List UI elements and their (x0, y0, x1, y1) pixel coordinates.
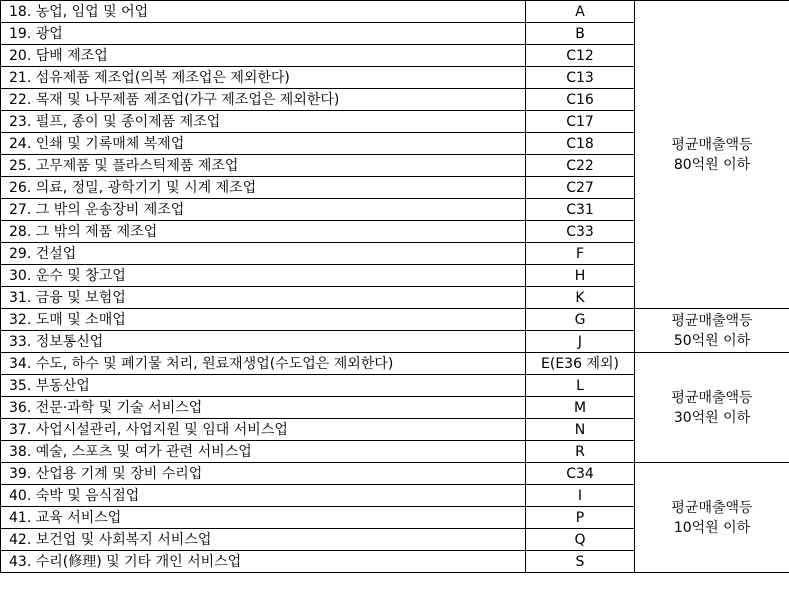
table-row (1, 309, 789, 331)
industry-name: 25. 고무제품 및 플라스틱제품 제조업 (1, 155, 526, 177)
threshold-cell (635, 309, 789, 353)
industry-name: 34. 수도, 하수 및 폐기물 처리, 원료재생업(수도업은 제외한다) (1, 353, 526, 375)
industry-name: 28. 그 밖의 제품 제조업 (1, 221, 526, 243)
threshold-line2: 80억원 이하 (673, 156, 751, 173)
industry-name: 37. 사업시설관리, 사업지원 및 임대 서비스업 (1, 419, 526, 441)
industry-code: K (526, 287, 635, 309)
industry-code: I (526, 485, 635, 507)
industry-name: 27. 그 밖의 운송장비 제조업 (1, 199, 526, 221)
industry-code: L (526, 375, 635, 397)
industry-name: 38. 예술, 스포츠 및 여가 관련 서비스업 (1, 441, 526, 463)
industry-code: G (526, 309, 635, 331)
industry-code: C12 (526, 45, 635, 67)
industry-code: A (526, 1, 635, 23)
industry-code: J (526, 331, 635, 353)
threshold-cell (635, 353, 789, 463)
threshold-line1: 평균매출액등 (671, 389, 753, 406)
industry-code: R (526, 441, 635, 463)
threshold-line1: 평균매출액등 (671, 312, 753, 329)
industry-code: N (526, 419, 635, 441)
industry-code: C17 (526, 111, 635, 133)
industry-name: 20. 담배 제조업 (1, 45, 526, 67)
industry-name: 22. 목재 및 나무제품 제조업(가구 제조업은 제외한다) (1, 89, 526, 111)
industry-name: 31. 금융 및 보험업 (1, 287, 526, 309)
table-row (1, 353, 789, 375)
threshold-line1: 평균매출액등 (671, 136, 753, 153)
industry-code: M (526, 397, 635, 419)
industry-name: 30. 운수 및 창고업 (1, 265, 526, 287)
industry-code: F (526, 243, 635, 265)
threshold-line2: 50억원 이하 (673, 332, 751, 349)
table-row (1, 1, 789, 23)
threshold-line2: 30억원 이하 (673, 409, 751, 426)
industry-name: 41. 교육 서비스업 (1, 507, 526, 529)
industry-code: Q (526, 529, 635, 551)
industry-code: C22 (526, 155, 635, 177)
industry-code: C18 (526, 133, 635, 155)
industry-name: 23. 펄프, 종이 및 종이제품 제조업 (1, 111, 526, 133)
industry-name: 24. 인쇄 및 기록매체 복제업 (1, 133, 526, 155)
industry-code: C27 (526, 177, 635, 199)
industry-name: 32. 도매 및 소매업 (1, 309, 526, 331)
threshold-line2: 10억원 이하 (673, 519, 751, 536)
threshold-line1: 평균매출액등 (671, 499, 753, 516)
industry-code: P (526, 507, 635, 529)
industry-name: 18. 농업, 임업 및 어업 (1, 1, 526, 23)
industry-code: H (526, 265, 635, 287)
industry-code: C31 (526, 199, 635, 221)
table-row (1, 463, 789, 485)
industry-name: 39. 산업용 기계 및 장비 수리업 (1, 463, 526, 485)
industry-name: 26. 의료, 정밀, 광학기기 및 시계 제조업 (1, 177, 526, 199)
industry-name: 35. 부동산업 (1, 375, 526, 397)
industry-name: 29. 건설업 (1, 243, 526, 265)
industry-code: C34 (526, 463, 635, 485)
industry-code: C13 (526, 67, 635, 89)
industry-name: 43. 수리(修理) 및 기타 개인 서비스업 (1, 551, 526, 573)
industry-name: 21. 섬유제품 제조업(의복 제조업은 제외한다) (1, 67, 526, 89)
industry-code: C33 (526, 221, 635, 243)
industry-name: 36. 전문·과학 및 기술 서비스업 (1, 397, 526, 419)
threshold-cell (635, 1, 789, 309)
industry-name: 42. 보건업 및 사회복지 서비스업 (1, 529, 526, 551)
industry-code: B (526, 23, 635, 45)
industry-code: E(E36 제외) (526, 353, 635, 375)
industry-code: S (526, 551, 635, 573)
industry-name: 40. 숙박 및 음식점업 (1, 485, 526, 507)
industry-code: C16 (526, 89, 635, 111)
threshold-cell (635, 463, 789, 573)
industry-name: 33. 정보통신업 (1, 331, 526, 353)
industry-name: 19. 광업 (1, 23, 526, 45)
